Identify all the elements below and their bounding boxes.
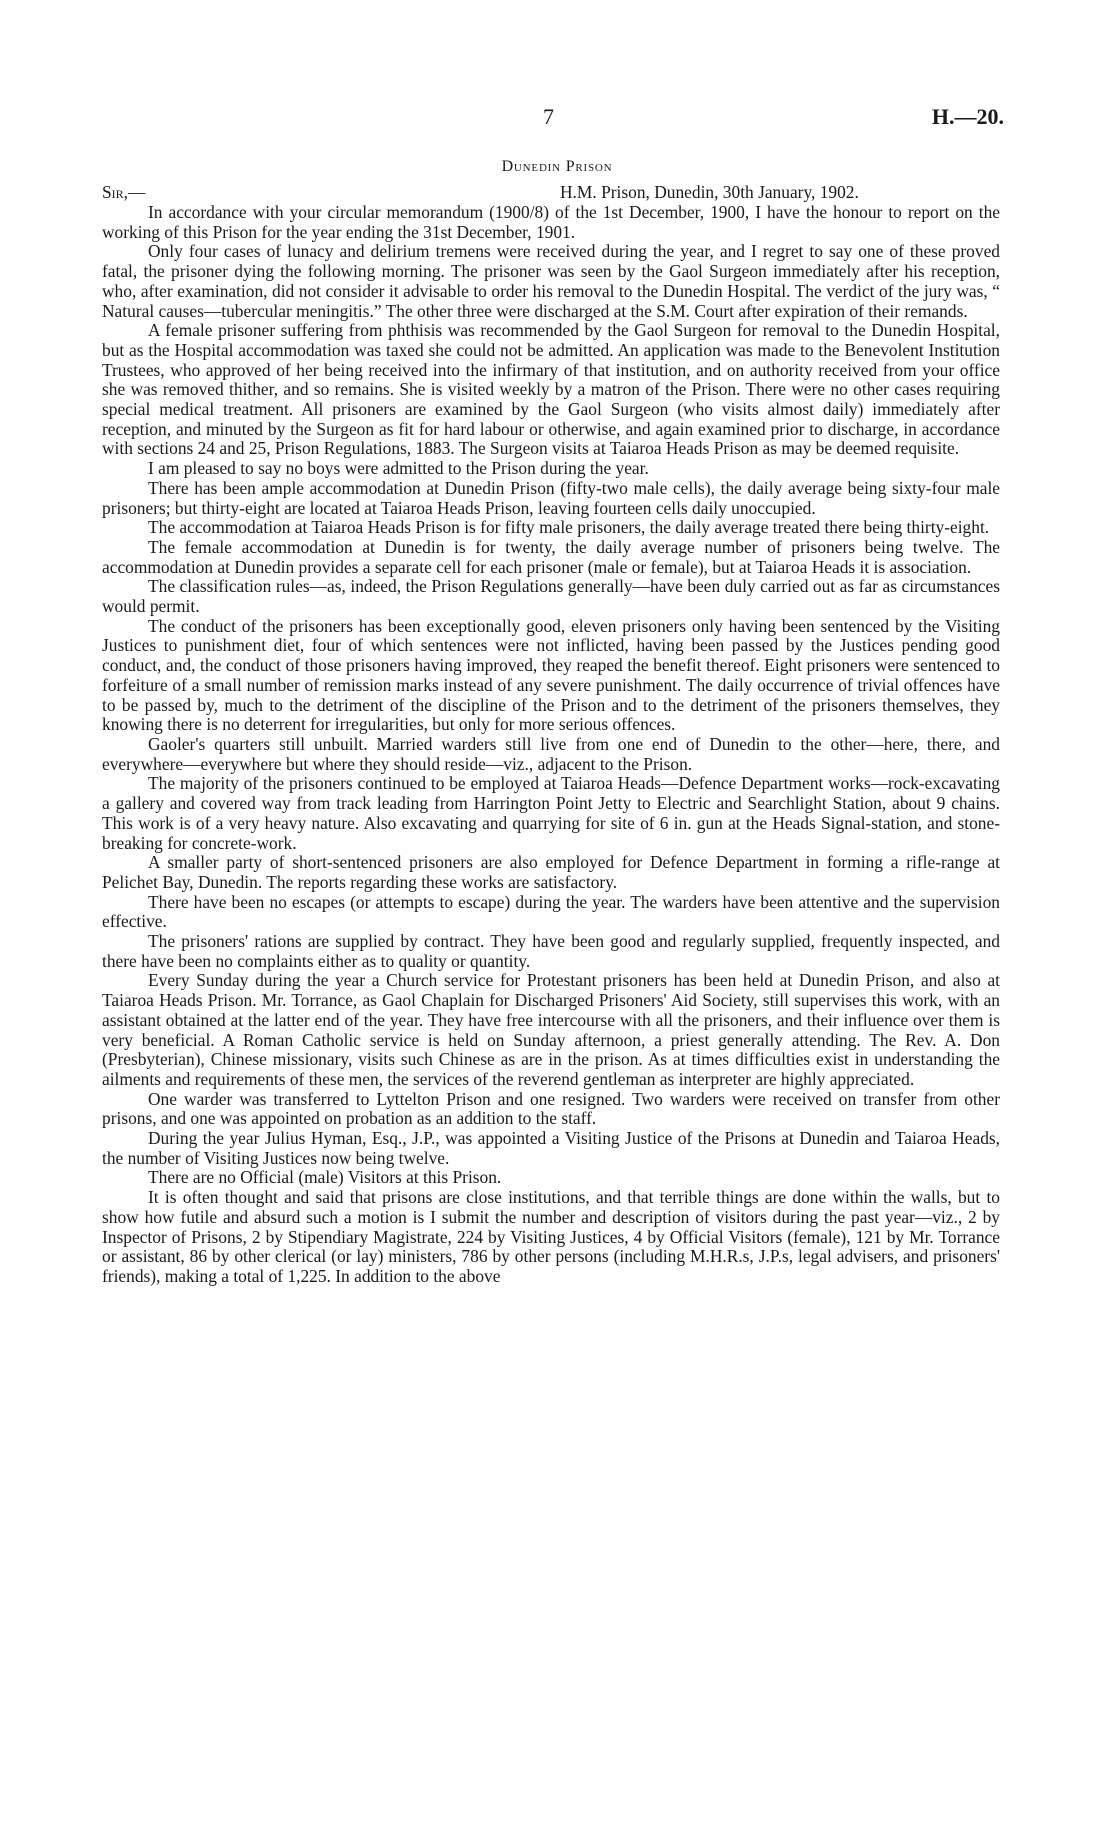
paragraph: The prisoners' rations are supplied by contract. They have been good and regularly supplied, frequently inspected, and there have been no complaints either as to quality or quantity.	[102, 931, 1000, 971]
address-date: H.M. Prison, Dunedin, 30th January, 1902.	[560, 182, 859, 202]
paragraph: The classification rules—as, indeed, the Prison Regulations generally—have been duly carried out as far as circumstances would permit.	[102, 576, 1000, 617]
page-number: 7	[543, 104, 554, 129]
document-reference: H.—20.	[931, 104, 1004, 129]
paragraph: There has been ample accommodation at Dunedin Prison (fifty-two male cells), the daily average being sixty-four male prisoners; but thirty-eight are located at Taiaroa Heads Prison, leaving fourteen cells daily unoccupied.	[102, 477, 1000, 518]
paragraph: The majority of the prisoners continued to be employed at Taiaroa Heads—Defence Department works—rock-excavating a gallery and covered way from track leading from Harrington Point Jetty to Electric and Searchlight Station, about 9 chains. This work is of a very heavy nature. Also excavating and quarrying for site of 6 in. gun at the Heads Signal-station, and stone-breaking for concrete-work.	[102, 773, 1000, 853]
paragraph: There have been no escapes (or attempts to escape) during the year. The warders have been attentive and the supervision effective.	[102, 891, 1000, 932]
paragraph: I am pleased to say no boys were admitted to the Prison during the year.	[148, 458, 649, 479]
paragraph: The female accommodation at Dunedin is for twenty, the daily average number of prisoners being twelve. The accommodation at Dunedin provides a separate cell for each prisoner (male or female), but at Taiaroa Heads it is association.	[102, 536, 1000, 577]
report-heading: Dunedin Prison	[501, 158, 613, 175]
paragraph: It is often thought and said that prisons are close institutions, and that terrible things are done within the walls, but to show how futile and absurd such a motion is I submit the number and description of visitors during the past year—viz., 2 by Inspector of Prisons, 2 by Stipendiary Magistrate, 224 by Visiting Justices, 4 by Official Visitors (female), 121 by Mr. Torrance or assistant, 86 by other clerical (or lay) ministers, 786 by other persons (including M.H.R.s, J.P.s, legal advisers, and prisoners' friends), making a total of 1,225. In addition to the above	[102, 1187, 1000, 1286]
paragraph: In accordance with your circular memorandum (1900/8) of the 1st December, 1900, I have the honour to report on the working of this Prison for the year ending the 31st December, 1901.	[102, 202, 1000, 242]
paragraph: The conduct of the prisoners has been exceptionally good, eleven prisoners only having been sentenced by the Visiting Justices to punishment diet, four of which sentences were not inflicted, having been passed by the Justices pending good conduct, and, the conduct of those prisoners having improved, they reaped the benefit thereof. Eight prisoners were sentenced to forfeiture of a small number of remission marks instead of any severe punishment. The daily occurrence of trivial offences have to be passed by, much to the detriment of the discipline of the Prison and to the detriment of the prisoners themselves, they knowing there is no deterrent for irregularities, but only for more serious offences.	[102, 615, 1000, 735]
paragraph: Only four cases of lunacy and delirium tremens were received during the year, and I regret to say one of these proved fatal, the prisoner dying the following morning. The prisoner was seen by the Gaol Surgeon immediately after his reception, who, after examination, did not consider it advisable to order his removal to the Dunedin Hospital. The verdict of the jury was, “ Natural causes—tubercular meningitis.” The other three were discharged at the S.M. Court after expiration of their remands.	[102, 241, 1000, 321]
paragraph: A female prisoner suffering from phthisis was recommended by the Gaol Surgeon for removal to the Dunedin Hospital, but as the Hospital accommodation was taxed she could not be admitted. An application was made to the Benevolent Institution Trustees, who approved of her being received into the infirmary of that institution, and on authority received from your office she was removed thither, and so remains. She is visited weekly by a matron of the Prison. There were no other cases requiring special medical treatment. All prisoners are examined by the Gaol Surgeon (who visits almost daily) immediately after reception, and minuted by the Surgeon as fit for hard labour or otherwise, and again examined prior to discharge, in accordance with sections 24 and 25, Prison Regulations, 1883. The Surgeon visits at Taiaroa Heads Prison as may be deemed requisite.	[102, 320, 1000, 459]
paragraph: Every Sunday during the year a Church service for Protestant prisoners has been held at Dunedin Prison, and also at Taiaroa Heads Prison. Mr. Torrance, as Gaol Chaplain for Discharged Prisoners' Aid Society, still supervises this work, with an assistant obtained at the latter end of the year. They have free intercourse with all the prisoners, and their influence over them is very beneficial. A Roman Catholic service is held on Sunday afternoon, a priest generally attending. The Rev. A. Don (Presbyterian), Chinese missionary, visits such Chinese as are in the prison. As at times difficulties exist in understanding the ailments and requirements of these men, the services of the reverend gentleman as interpreter are highly appreciated.	[102, 970, 1000, 1089]
paragraph: During the year Julius Hyman, Esq., J.P., was appointed a Visiting Justice of the Prisons at Dunedin and Taiaroa Heads, the number of Visiting Justices now being twelve.	[102, 1128, 1000, 1168]
paragraph: The accommodation at Taiaroa Heads Prison is for fifty male prisoners, the daily average treated there being thirty-eight.	[148, 517, 990, 538]
salutation: Sir,—	[102, 182, 146, 202]
report-body	[102, 203, 1000, 1287]
paragraph: There are no Official (male) Visitors at this Prison.	[148, 1167, 502, 1188]
paragraph: A smaller party of short-sentenced prisoners are also employed for Defence Department in forming a rifle-range at Pelichet Bay, Dunedin. The reports regarding these works are satisfactory.	[102, 852, 1000, 892]
paragraph: Gaoler's quarters still unbuilt. Married warders still live from one end of Dunedin to the other—here, there, and everywhere—everywhere but where they should reside—viz., adjacent to the Prison.	[102, 733, 1000, 774]
paragraph: One warder was transferred to Lyttelton Prison and one resigned. Two warders were received on transfer from other prisons, and one was appointed on probation as an addition to the staff.	[102, 1088, 1000, 1129]
